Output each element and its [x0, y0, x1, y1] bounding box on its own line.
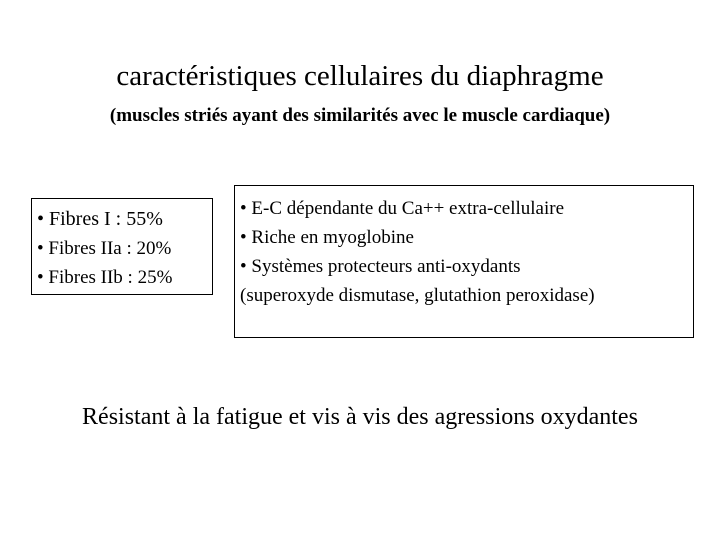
- fiber-type-1: • Fibres I : 55%: [37, 208, 163, 230]
- slide-subtitle: (muscles striés ayant des similarités avec le muscle cardiaque): [109, 105, 611, 126]
- properties-box: [234, 185, 694, 338]
- property-myoglobin: • Riche en myoglobine: [240, 227, 414, 248]
- fiber-type-2a: • Fibres IIa : 20%: [37, 238, 172, 259]
- conclusion-text: Résistant à la fatigue et vis à vis des agressions oxydantes: [82, 404, 638, 430]
- fiber-type-2b: • Fibres IIb : 25%: [37, 267, 173, 288]
- property-ec-coupling: • E-C dépendante du Ca++ extra-cellulaire: [240, 198, 565, 219]
- fiber-types-box: [31, 198, 213, 295]
- property-antioxidant-systems: • Systèmes protecteurs anti-oxydants: [240, 256, 521, 277]
- slide-title: caractéristiques cellulaires du diaphragme: [116, 60, 604, 92]
- property-antioxidant-enzymes: (superoxyde dismutase, glutathion peroxidase): [240, 285, 595, 306]
